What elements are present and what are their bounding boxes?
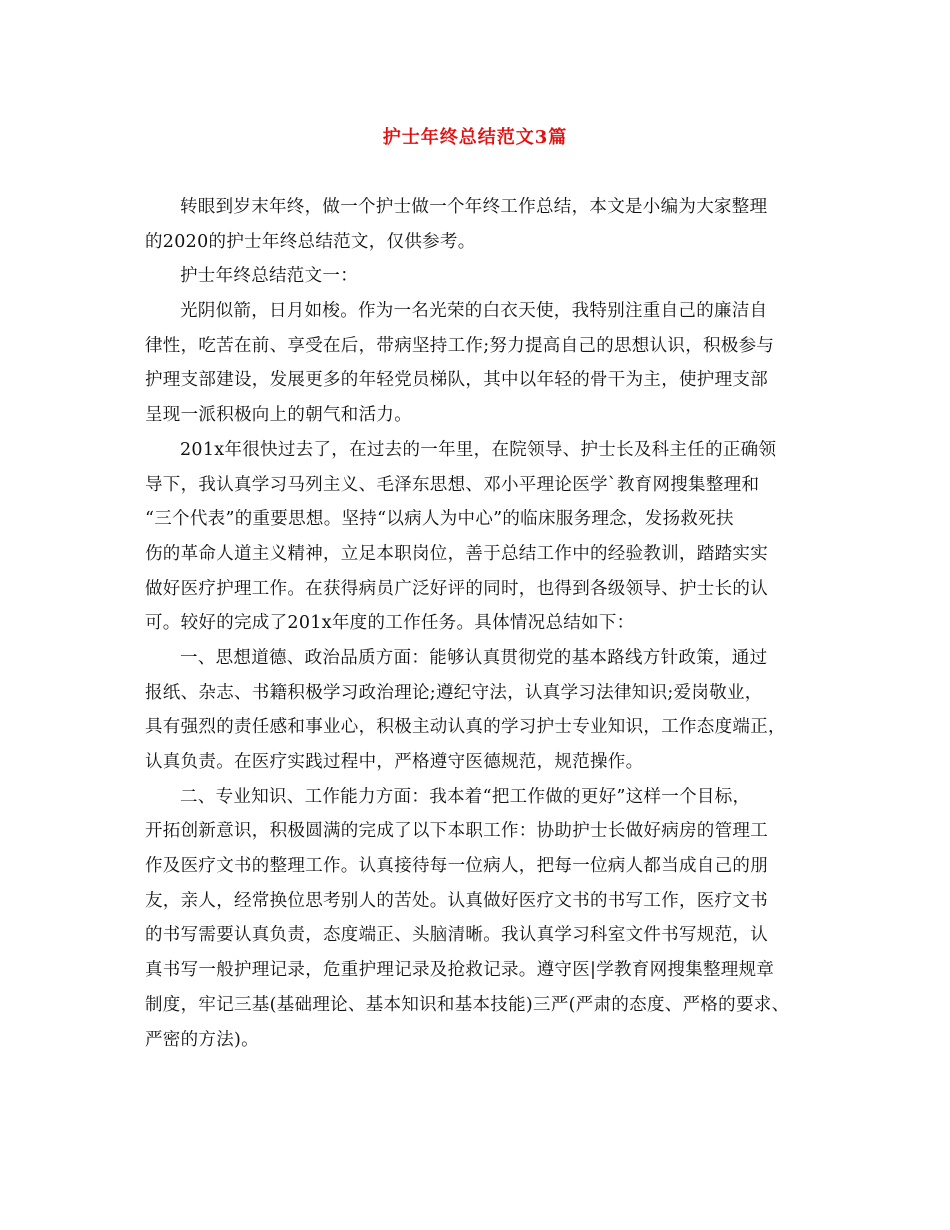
section-heading: 护士年终总结范文一： [180, 266, 358, 287]
paragraph-line: 光阴似箭，日月如梭。作为一名光荣的白衣天使，我特别注重自己的廉洁自 [180, 301, 768, 322]
paragraph-line: 可。较好的完成了201x年度的工作任务。具体情况总结如下： [145, 613, 635, 634]
paragraph-line: 报纸、杂志、书籍积极学习政治理论;遵纪守法，认真学习法律知识;爱岗敬业， [145, 682, 763, 703]
paragraph-line: 伤的革命人道主义精神，立足本职岗位，善于总结工作中的经验教训，踏踏实实 [145, 543, 768, 564]
paragraph-line: 呈现一派积极向上的朝气和活力。 [145, 405, 412, 426]
paragraph-line: 护理支部建设，发展更多的年轻党员梯队，其中以年轻的骨干为主，使护理支部 [145, 370, 768, 391]
paragraph-line: 开拓创新意识，积极圆满的完成了以下本职工作：协助护士长做好病房的管理工 [145, 821, 768, 842]
paragraph-line: 友，亲人，经常换位思考别人的苦处。认真做好医疗文书的书写工作，医疗文书 [145, 890, 768, 911]
paragraph-line: 一、思想道德、政治品质方面：能够认真贯彻党的基本路线方针政策，通过 [180, 647, 768, 668]
paragraph-line: 严密的方法)。 [145, 1029, 259, 1050]
paragraph-line: 的2020的护士年终总结范文，仅供参考。 [145, 231, 476, 252]
paragraph-line: 201x年很快过去了，在过去的一年里，在院领导、护士长及科主任的正确领 [180, 439, 777, 460]
paragraph-line: 转眼到岁末年终，做一个护士做一个年终工作总结，本文是小编为大家整理 [180, 197, 768, 217]
document-body [145, 190, 825, 1057]
document-title: 护士年终总结范文3篇 [382, 127, 568, 148]
paragraph-line: 作及医疗文书的整理工作。认真接待每一位病人，把每一位病人都当成自己的朋 [145, 856, 768, 877]
paragraph-line: 真书写一般护理记录，危重护理记录及抢救记录。遵守医|学教育网搜集整理规章 [145, 960, 775, 981]
paragraph-line: “三个代表”的重要思想。坚持“以病人为中心”的临床服务理念，发扬救死扶 [145, 509, 734, 530]
paragraph-line: 二、专业知识、工作能力方面：我本着“把工作做的更好”这样一个目标， [180, 786, 751, 807]
paragraph-line: 导下，我认真学习马列主义、毛泽东思想、邓小平理论医学`教育网搜集整理和 [145, 474, 760, 495]
paragraph-line: 具有强烈的责任感和事业心，积极主动认真的学习护士专业知识，工作态度端正， [145, 717, 786, 738]
paragraph-line: 律性，吃苦在前、享受在后，带病坚持工作;努力提高自己的思想认识，积极参与 [145, 335, 775, 356]
paragraph-line: 的书写需要认真负责，态度端正、头脑清晰。我认真学习科室文件书写规范，认 [145, 925, 768, 946]
paragraph-line: 制度，牢记三基(基础理论、基本知识和基本技能)三严(严肃的态度、严格的要求、 [145, 994, 790, 1015]
paragraph-line: 认真负责。在医疗实践过程中，严格遵守医德规范，规范操作。 [145, 752, 644, 772]
paragraph-line: 做好医疗护理工作。在获得病员广泛好评的同时，也得到各级领导、护士长的认 [145, 578, 768, 599]
